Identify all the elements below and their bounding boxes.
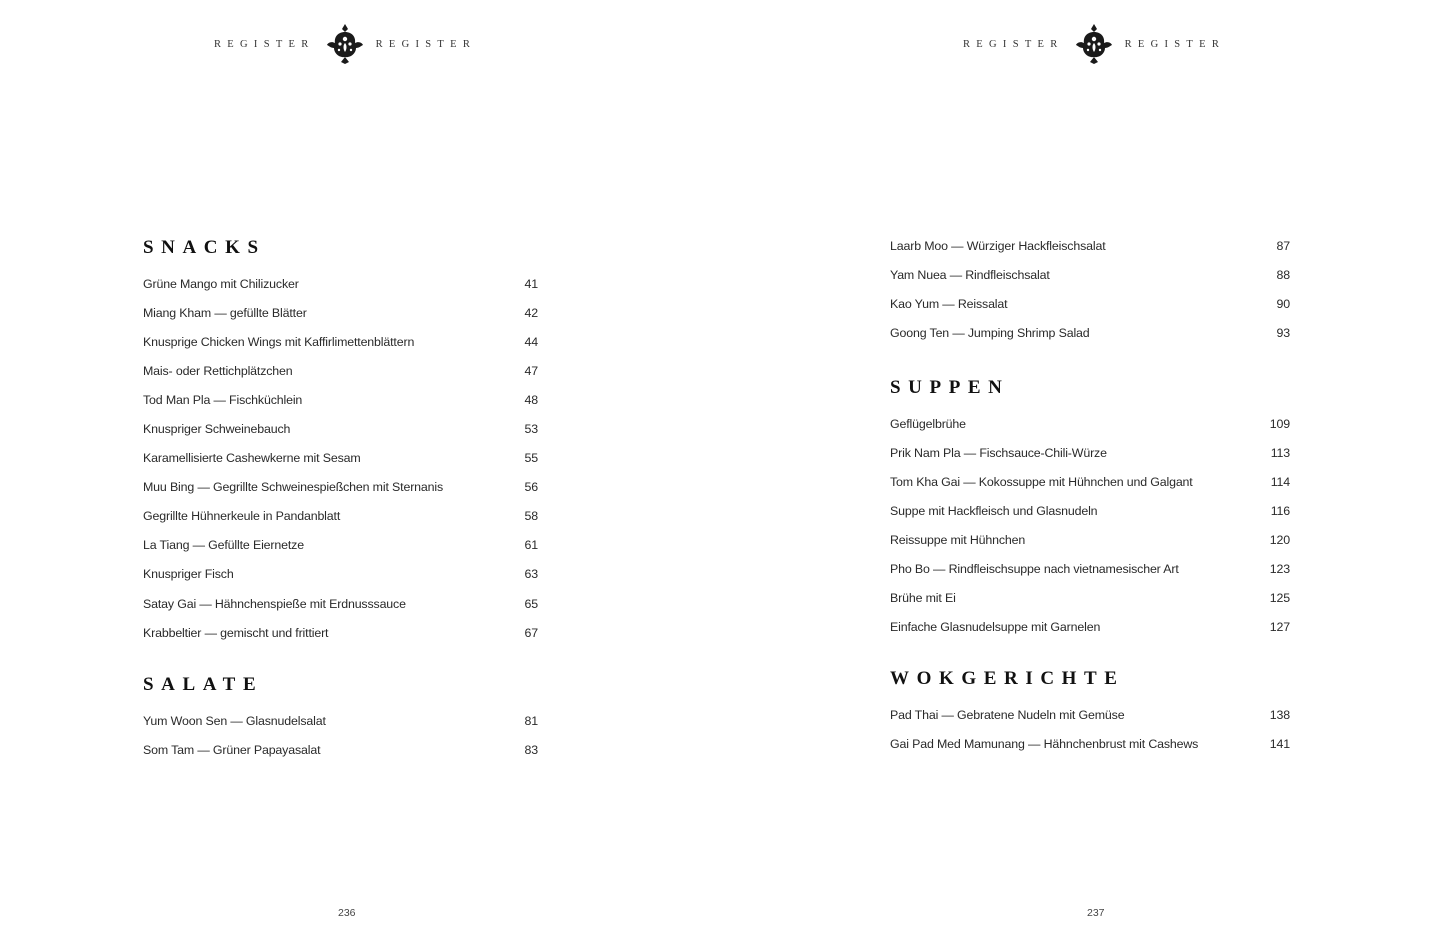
- entry-name: Muu Bing — Gegrillte Schweinespießchen mit Sternanis: [143, 480, 444, 495]
- index-entry: [143, 531, 538, 560]
- entry-name: Geflügelbrühe: [890, 416, 966, 431]
- header-word-left: REGISTER: [214, 38, 315, 50]
- index-entry: [143, 473, 538, 502]
- entry-name: Knusprige Chicken Wings mit Kaffirlimettenblättern: [143, 334, 415, 349]
- section-title: WOKGERICHTE: [890, 668, 1125, 689]
- section-wokgerichte: [890, 668, 1290, 758]
- index-entry: [890, 496, 1290, 525]
- index-entry: [143, 298, 538, 327]
- entry-name: Mais- oder Rettichplätzchen: [143, 363, 293, 378]
- section-snacks: [143, 237, 538, 647]
- header-word-right: REGISTER: [375, 38, 477, 50]
- page-number: 236: [338, 907, 356, 919]
- entry-page: 125: [1269, 591, 1290, 606]
- entry-name: Kao Yum — Reissalat: [890, 296, 1008, 311]
- entry-page: 61: [524, 538, 538, 553]
- entry-name: Tod Man Pla — Fischküchlein: [143, 392, 303, 407]
- entry-page: 141: [1269, 736, 1290, 751]
- left-page: [0, 0, 722, 946]
- index-entry: [890, 525, 1290, 554]
- entry-page: 47: [524, 363, 538, 378]
- entry-name: Brühe mit Ei: [890, 591, 956, 606]
- entry-page: 42: [524, 305, 538, 320]
- header-word-left: REGISTER: [963, 38, 1064, 50]
- index-entry: [143, 589, 538, 618]
- index-entry: [143, 356, 538, 385]
- index-entry: [890, 729, 1290, 758]
- entry-name: Yam Nuea — Rindfleischsalat: [890, 267, 1050, 282]
- section-title: SNACKS: [143, 237, 266, 258]
- index-entry: [890, 554, 1290, 583]
- entry-page: 87: [1276, 238, 1290, 253]
- right-page: [722, 0, 1445, 946]
- index-entry: [143, 444, 538, 473]
- index-entry: [890, 438, 1290, 467]
- index-entry: [890, 318, 1290, 347]
- entry-name: Grüne Mango mit Chilizucker: [143, 276, 299, 291]
- entry-name: Goong Ten — Jumping Shrimp Salad: [890, 325, 1090, 340]
- entry-page: 67: [524, 625, 538, 640]
- page-number: 237: [1087, 907, 1105, 919]
- entry-page: 113: [1270, 445, 1290, 460]
- entry-name: Yum Woon Sen — Glasnudelsalat: [143, 713, 326, 728]
- entry-page: 93: [1276, 325, 1290, 340]
- entry-page: 48: [524, 392, 538, 407]
- entry-page: 88: [1276, 267, 1290, 282]
- entry-page: 114: [1270, 474, 1290, 489]
- damask-ornament-icon: [1074, 23, 1114, 65]
- entry-page: 90: [1276, 296, 1290, 311]
- running-header: [214, 22, 476, 66]
- index-entry: [143, 385, 538, 414]
- entry-name: Knuspriger Schweinebauch: [143, 422, 291, 437]
- entry-page: 127: [1269, 620, 1290, 635]
- entry-name: Som Tam — Grüner Papayasalat: [143, 742, 321, 757]
- index-entry: [143, 618, 538, 647]
- entry-page: 65: [524, 596, 538, 611]
- index-entry: [890, 467, 1290, 496]
- index-entry: [143, 414, 538, 443]
- section-title: SALATE: [143, 674, 264, 695]
- section-suppen: [890, 377, 1290, 642]
- index-entry: [143, 735, 538, 764]
- entry-name: Prik Nam Pla — Fischsauce-Chili-Würze: [890, 445, 1107, 460]
- index-entry: [890, 613, 1290, 642]
- entry-name: Gegrillte Hühnerkeule in Pandanblatt: [143, 509, 341, 524]
- index-entry: [890, 231, 1290, 260]
- entry-name: Einfache Glasnudelsuppe mit Garnelen: [890, 620, 1101, 635]
- entry-page: 53: [524, 422, 538, 437]
- entry-name: Laarb Moo — Würziger Hackfleischsalat: [890, 238, 1106, 253]
- entry-name: Suppe mit Hackfleisch und Glasnudeln: [890, 503, 1098, 518]
- entry-page: 138: [1269, 707, 1290, 722]
- header-word-right: REGISTER: [1124, 38, 1226, 50]
- entry-page: 123: [1269, 562, 1290, 577]
- index-entry: [890, 584, 1290, 613]
- entry-name: Pho Bo — Rindfleischsuppe nach vietnamesischer Art: [890, 562, 1179, 577]
- entry-name: Karamellisierte Cashewkerne mit Sesam: [143, 451, 361, 466]
- section-title: SUPPEN: [890, 377, 1010, 398]
- index-entry: [890, 700, 1290, 729]
- index-entry: [143, 327, 538, 356]
- index-entry: [143, 560, 538, 589]
- entry-page: 55: [524, 451, 538, 466]
- entry-page: 120: [1269, 532, 1290, 547]
- entry-name: Miang Kham — gefüllte Blätter: [143, 305, 307, 320]
- entry-page: 58: [524, 509, 538, 524]
- index-entry: [143, 706, 538, 735]
- entry-name: Pad Thai — Gebratene Nudeln mit Gemüse: [890, 707, 1125, 722]
- entry-page: 63: [524, 567, 538, 582]
- index-entry: [890, 289, 1290, 318]
- entry-name: Tom Kha Gai — Kokossuppe mit Hühnchen und Galgant: [890, 474, 1193, 489]
- index-entry: [890, 260, 1290, 289]
- entry-page: 44: [524, 334, 538, 349]
- entry-name: Reissuppe mit Hühnchen: [890, 532, 1026, 547]
- section-salate-continued: [890, 231, 1290, 347]
- entry-name: Knuspriger Fisch: [143, 567, 234, 582]
- entry-name: La Tiang — Gefüllte Eiernetze: [143, 538, 304, 553]
- index-entry: [890, 409, 1290, 438]
- entry-page: 41: [524, 276, 538, 291]
- entry-page: 116: [1270, 503, 1290, 518]
- entry-page: 81: [524, 713, 538, 728]
- index-entry: [143, 269, 538, 298]
- entry-page: 109: [1269, 416, 1290, 431]
- section-salate: [143, 674, 538, 764]
- entry-page: 56: [524, 480, 538, 495]
- entry-name: Gai Pad Med Mamunang — Hähnchenbrust mit Cashews: [890, 736, 1199, 751]
- running-header: [963, 22, 1225, 66]
- index-entry: [143, 502, 538, 531]
- entry-page: 83: [524, 742, 538, 757]
- entry-name: Krabbeltier — gemischt und frittiert: [143, 625, 329, 640]
- damask-ornament-icon: [325, 23, 365, 65]
- entry-name: Satay Gai — Hähnchenspieße mit Erdnusssauce: [143, 596, 406, 611]
